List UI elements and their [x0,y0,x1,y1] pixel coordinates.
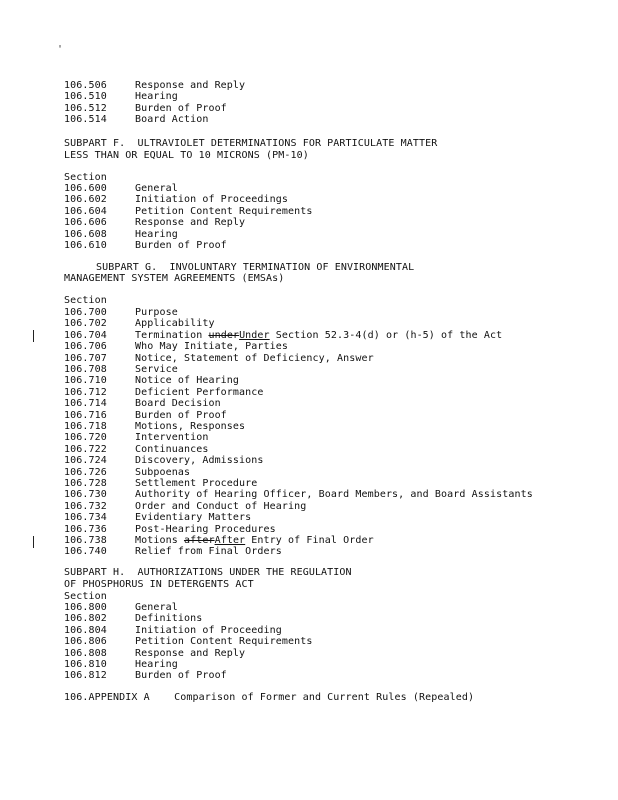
section-number: 106.720 [64,432,107,444]
section-number: 106.718 [64,421,107,432]
section-title: Initiation of Proceeding [135,624,282,636]
toc-entry [64,206,313,217]
section-title: Discovery, Admissions [135,455,264,467]
section-number: 106.810 [64,659,107,670]
section-number: 106.714 [64,398,107,410]
section-title: Notice of Hearing [135,375,240,387]
section-number: 106.510 [64,91,107,103]
toc-entry [64,80,245,91]
change-bar [33,536,34,548]
deleted-text: under [208,329,240,341]
toc-entry [64,410,227,421]
section-number: 106.604 [64,205,107,217]
toc-entry [64,467,190,478]
toc-entry [64,240,227,251]
section-title: Subpoenas [135,466,191,478]
section-title: Burden of Proof [135,240,227,251]
section-title: Entry of Final Order [245,535,374,546]
subpart-h-heading: SUBPART H. AUTHORIZATIONS UNDER THE REGULATION [64,567,352,578]
section-label: Section [64,295,107,306]
section-title: Burden of Proof [135,409,227,421]
toc-entry [64,330,502,341]
toc-entry [64,636,313,647]
toc-entry [64,387,264,398]
spacer [150,692,174,703]
toc-entry [64,318,215,329]
section-number: 106.702 [64,318,107,330]
section-number: 106.730 [64,489,107,501]
toc-entry [64,103,227,114]
section-title: Purpose [135,307,178,318]
section-number: 106.724 [64,455,107,467]
section-title: Burden of Proof [135,670,227,682]
section-label: Section [64,172,107,183]
toc-entry [64,341,288,352]
toc-entry [64,602,178,613]
section-number: 106.802 [64,613,107,625]
subpart-f-heading-cont: LESS THAN OR EQUAL TO 10 MICRONS (PM-10) [64,150,309,161]
toc-entry [64,501,306,512]
section-title: Hearing [135,91,178,103]
section-title: Section 52.3-4(d) or (h-5) of the Act [269,329,503,341]
section-number: 106.722 [64,443,107,455]
deleted-text: after [183,535,215,546]
section-title: Service [135,364,178,375]
section-number: 106.732 [64,500,107,512]
section-title: Petition Content Requirements [135,636,313,648]
appendix-title: Comparison of Former and Current Rules (Repealed) [174,692,475,703]
section-number: 106.514 [64,114,107,126]
section-number: 106.512 [64,102,107,114]
section-number: 106.712 [64,386,107,398]
toc-entry [64,194,288,205]
section-title: Post-Hearing Procedures [135,523,276,535]
inserted-text: After [214,535,246,546]
section-title: Intervention [135,432,209,444]
inserted-text: Under [239,329,270,341]
toc-entry [64,512,251,523]
toc-entry [64,535,374,546]
toc-entry [64,670,227,681]
section-number: 106.804 [64,624,107,636]
subpart-g-heading: SUBPART G. INVOLUNTARY TERMINATION OF ENVIRONMENTAL [96,262,415,273]
section-number: 106.506 [64,80,107,91]
section-number: 106.806 [64,636,107,648]
toc-entry [64,398,221,409]
toc-entry [64,229,178,240]
toc-entry [64,432,208,443]
section-number: 106.704 [64,329,107,341]
toc-entry [64,114,208,125]
subpart-g-heading-cont: MANAGEMENT SYSTEM AGREEMENTS (EMSAs) [64,273,285,284]
section-title: Relief from Final Orders [135,546,282,558]
section-title: Evidentiary Matters [135,512,252,524]
section-title: Board Action [135,114,209,126]
section-number: 106.812 [64,670,107,682]
section-number: 106.808 [64,647,107,659]
section-number: 106.800 [64,602,107,613]
section-title: Who May Initiate, Parties [135,341,289,353]
section-number: 106.602 [64,194,107,206]
section-title: Petition Content Requirements [135,205,313,217]
section-title: General [135,602,178,613]
toc-entry [64,455,264,466]
toc-entry [64,217,245,228]
section-number: 106.738 [64,535,107,546]
section-number: 106.700 [64,307,107,318]
section-number: 106.736 [64,523,107,535]
section-number: 106.734 [64,512,107,524]
section-number: 106.708 [64,364,107,375]
subpart-f-heading: SUBPART F. ULTRAVIOLET DETERMINATIONS FOR PARTICULATE MATTER [64,138,438,149]
section-title: Motions [135,535,184,546]
toc-entry [64,659,178,670]
section-title: Burden of Proof [135,102,227,114]
toc-entry [64,478,257,489]
section-number: 106.608 [64,228,107,240]
toc-entry [64,489,533,500]
appendix-entry [64,692,474,703]
section-title: Definitions [135,613,203,625]
toc-entry [64,353,374,364]
section-title: Response and Reply [135,80,246,91]
toc-entry [64,364,178,375]
section-title: Continuances [135,443,209,455]
toc-entry [64,546,282,557]
section-number: 106.740 [64,546,107,558]
change-bar [33,330,34,342]
section-number: 106.726 [64,466,107,478]
section-title: Settlement Procedure [135,478,258,489]
section-number: 106.707 [64,352,107,364]
toc-entry [64,613,202,624]
section-number: 106.610 [64,240,107,251]
toc-entry [64,524,276,535]
section-title: Hearing [135,228,178,240]
section-title: Notice, Statement of Deficiency, Answer [135,352,374,364]
toc-entry [64,375,239,386]
subpart-h-heading-cont: OF PHOSPHORUS IN DETERGENTS ACT [64,579,254,590]
top-mark: ' [57,44,64,55]
section-title: Board Decision [135,398,221,410]
section-title: Termination [135,329,209,341]
section-number: 106.710 [64,375,107,387]
toc-entry [64,183,178,194]
appendix-label: 106.APPENDIX A [64,692,150,703]
section-title: Authority of Hearing Officer, Board Members, and Board Assistants [135,489,533,501]
toc-entry [64,648,245,659]
section-title: Initiation of Proceedings [135,194,289,206]
section-title: Response and Reply [135,647,246,659]
toc-entry [64,421,245,432]
toc-entry [64,91,178,102]
section-number: 106.706 [64,341,107,353]
section-title: General [135,183,178,194]
toc-entry [64,625,282,636]
section-title: Deficient Performance [135,386,264,398]
section-title: Applicability [135,318,215,330]
section-title: Response and Reply [135,217,246,229]
toc-entry [64,444,208,455]
section-number: 106.716 [64,409,107,421]
section-number: 106.600 [64,183,107,194]
section-number: 106.606 [64,217,107,229]
section-title: Motions, Responses [135,421,246,432]
section-number: 106.728 [64,478,107,489]
section-title: Order and Conduct of Hearing [135,500,307,512]
section-title: Hearing [135,659,178,670]
toc-entry [64,307,178,318]
section-label: Section [64,591,107,602]
